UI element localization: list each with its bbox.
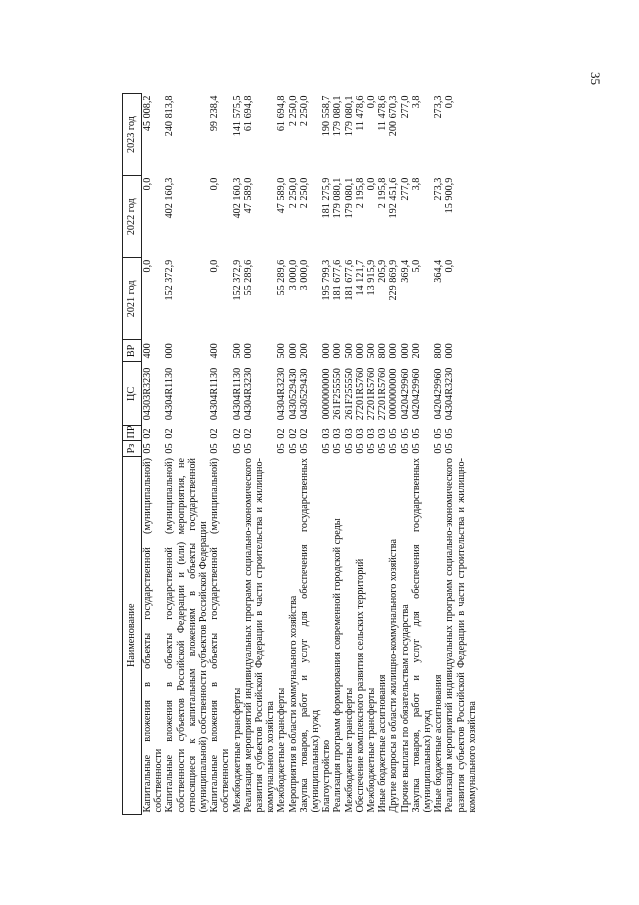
row-name: Благоустройство	[321, 739, 333, 813]
row-cs: 04304R1130	[209, 367, 221, 421]
row-value-2023: 11 478,6	[354, 95, 366, 131]
row-vr: 200	[298, 343, 310, 359]
row-rz: 05	[388, 443, 400, 454]
row-value-2021: 195 799,3	[321, 259, 333, 301]
row-name: Закупка товаров, работ и услуг для обеспечения государственных (муниципальных) нужд	[298, 458, 322, 813]
row-name: Мероприятия в области коммунального хозяйства	[287, 595, 299, 813]
row-value-2021: 3 000,0	[287, 259, 299, 291]
row-value-2023: 61 694,8	[242, 95, 254, 132]
row-pr: 05	[410, 428, 422, 439]
table-header-row	[123, 94, 142, 815]
row-name: Реализация мероприятий индивидуальных программ социально-экономического развития субъектов Российской Федерации в части строительства и жилищно-коммунального хозяйства	[242, 458, 277, 813]
table-row	[243, 94, 277, 815]
row-value-2022: 2 195,8	[377, 177, 389, 209]
row-value-2023: 179 080,1	[332, 95, 344, 137]
row-rz: 05	[164, 443, 176, 454]
row-value-2022: 179 080,1	[343, 177, 355, 219]
table-row	[377, 94, 388, 815]
row-value-2022: 47 589,0	[242, 177, 254, 214]
row-pr: 05	[399, 428, 411, 439]
row-value-2022: 47 589,0	[276, 177, 288, 214]
row-rz: 05	[410, 443, 422, 454]
row-rz: 05	[242, 443, 254, 454]
table-row	[332, 94, 343, 815]
header-cs: ЦС	[123, 362, 142, 426]
row-value-2021: 5,0	[410, 259, 422, 273]
row-cs: 04304R3230	[242, 367, 254, 421]
row-rz: 05	[231, 443, 243, 454]
row-cs: 27201R5760	[354, 367, 366, 421]
row-value-2022: 192 451,6	[388, 177, 400, 219]
row-rz: 05	[287, 443, 299, 454]
header-2022: 2022 год	[123, 176, 142, 258]
row-value-2022: 277,0	[399, 177, 411, 201]
table-row	[232, 94, 243, 815]
row-value-2022: 0,0	[142, 177, 153, 191]
row-value-2021: 229 869,9	[388, 259, 400, 301]
row-value-2022: 2 195,8	[354, 177, 366, 209]
row-name: Прочие выплаты по обязательствам государства	[399, 604, 411, 813]
header-2023: 2023 год	[123, 94, 142, 176]
row-vr: 500	[276, 343, 288, 359]
row-value-2023: 11 478,6	[377, 95, 389, 131]
table-row	[321, 94, 332, 815]
row-value-2023: 3,8	[410, 95, 422, 109]
row-rz: 05	[298, 443, 310, 454]
row-vr: 400	[142, 343, 153, 359]
row-vr: 200	[410, 343, 422, 359]
row-cs: 261F255550	[343, 368, 355, 420]
row-value-2023: 0,0	[366, 95, 378, 109]
row-value-2023: 45 008,2	[142, 95, 153, 132]
header-2021: 2021 год	[123, 258, 142, 340]
row-name: Другие вопросы в области жилищно-коммунального хозяйства	[388, 539, 400, 813]
row-rz: 05	[377, 443, 389, 454]
row-pr: 02	[298, 428, 310, 439]
table-row	[209, 94, 231, 815]
row-value-2022: 2 250,0	[298, 177, 310, 209]
row-name: Межбюджетные трансферты	[276, 687, 288, 813]
row-cs: 04304R3230	[444, 367, 456, 421]
row-name: Межбюджетные трансферты	[366, 687, 378, 813]
row-cs: 04304R1130	[231, 367, 243, 421]
row-name: Обеспечение комплексного развития сельских территорий	[354, 558, 366, 813]
table-row	[366, 94, 377, 815]
row-name: Закупка товаров, работ и услуг для обеспечения государственных (муниципальных) нужд	[410, 458, 434, 813]
row-cs: 0420429960	[399, 368, 411, 420]
row-value-2021: 205,9	[377, 259, 389, 283]
row-pr: 02	[287, 428, 299, 439]
row-name: Иные бюджетные ассигнования	[377, 674, 389, 813]
row-vr: 000	[444, 343, 456, 359]
row-vr: 000	[164, 343, 176, 359]
row-name: Капитальные вложения в объекты государственной (муниципальной) собственности	[209, 458, 232, 813]
row-pr: 02	[231, 428, 243, 439]
row-vr: 000	[287, 343, 299, 359]
row-pr: 02	[164, 428, 176, 439]
row-value-2021: 13 915,9	[366, 259, 378, 296]
row-cs: 0000000000	[321, 368, 333, 420]
table-row	[142, 94, 165, 815]
row-rz: 05	[343, 443, 355, 454]
row-name: Капитальные вложения в объекты государственной (муниципальной) собственности	[142, 458, 165, 813]
row-vr: 000	[321, 343, 333, 359]
row-vr: 400	[209, 343, 221, 359]
row-value-2023: 61 694,8	[276, 95, 288, 132]
row-value-2022: 0,0	[366, 177, 378, 191]
row-pr: 03	[332, 428, 344, 439]
row-pr: 05	[444, 428, 456, 439]
row-cs: 27201R5760	[377, 367, 389, 421]
page-number: 35	[588, 72, 603, 85]
row-value-2021: 55 289,6	[242, 259, 254, 296]
row-cs: 0430529430	[287, 368, 299, 420]
row-name: Капитальные вложения в объекты государственной (муниципальной) собственности субъектов Российской Федерации и (или) мероприятия, не относящиеся к капитальным вложениям в объекты государственной (муниципальной) собственности субъектов Российской Федерации	[164, 458, 210, 813]
row-vr: 000	[242, 343, 254, 359]
row-rz: 05	[444, 443, 456, 454]
row-cs: 0420429960	[410, 368, 422, 420]
row-name: Межбюджетные трансферты	[231, 687, 243, 813]
header-name: Наименование	[123, 456, 142, 814]
row-value-2023: 2 250,0	[298, 95, 310, 127]
row-rz: 05	[276, 443, 288, 454]
row-vr: 800	[433, 343, 445, 359]
row-value-2022: 2 250,0	[287, 177, 299, 209]
row-value-2023: 277,0	[399, 95, 411, 119]
row-value-2023: 179 080,1	[343, 95, 355, 137]
row-value-2021: 181 677,6	[343, 259, 355, 301]
row-rz: 05	[399, 443, 411, 454]
row-name: Межбюджетные трансферты	[343, 687, 355, 813]
row-rz: 05	[366, 443, 378, 454]
row-pr: 05	[433, 428, 445, 439]
row-pr: 02	[242, 428, 254, 439]
header-vr: ВР	[123, 340, 142, 362]
row-value-2022: 181 275,9	[321, 177, 333, 219]
table-row	[411, 94, 433, 815]
row-value-2021: 55 289,6	[276, 259, 288, 296]
row-pr: 02	[276, 428, 288, 439]
row-value-2022: 179 080,1	[332, 177, 344, 219]
row-value-2021: 152 372,9	[231, 259, 243, 301]
table-row	[444, 94, 478, 815]
row-value-2023: 273,3	[433, 95, 445, 119]
row-cs: 0430529430	[298, 368, 310, 420]
table-row	[400, 94, 411, 815]
row-pr: 03	[321, 428, 333, 439]
table-row	[344, 94, 355, 815]
row-value-2022: 0,0	[209, 177, 221, 191]
row-rz: 05	[354, 443, 366, 454]
row-value-2023: 200 670,3	[388, 95, 400, 137]
row-value-2023: 99 238,4	[209, 95, 221, 132]
row-vr: 500	[366, 343, 378, 359]
row-cs: 0000000000	[388, 368, 400, 420]
row-rz: 05	[433, 443, 445, 454]
row-value-2021: 0,0	[444, 259, 456, 273]
row-pr: 03	[377, 428, 389, 439]
rotated-table-container	[122, 93, 554, 815]
row-value-2021: 0,0	[142, 259, 153, 273]
row-pr: 03	[343, 428, 355, 439]
table-row	[276, 94, 287, 815]
row-name: Реализация мероприятий индивидуальных программ социально-экономического развития субъектов Российской Федерации в части строительства и жилищно-коммунального хозяйства	[444, 458, 478, 813]
row-vr: 500	[343, 343, 355, 359]
row-value-2021: 152 372,9	[164, 259, 176, 301]
row-value-2023: 2 250,0	[287, 95, 299, 127]
row-value-2022: 15 900,9	[444, 177, 456, 214]
header-rz: Рз	[123, 441, 142, 456]
row-pr: 05	[388, 428, 400, 439]
table-row	[355, 94, 366, 815]
row-value-2023: 240 813,8	[164, 95, 176, 137]
row-rz: 05	[332, 443, 344, 454]
table-row	[299, 94, 321, 815]
row-cs: 04304R3230	[276, 367, 288, 421]
row-value-2021: 181 677,6	[332, 259, 344, 301]
row-rz: 05	[142, 443, 153, 454]
row-name: Иные бюджетные ассигнования	[433, 674, 445, 813]
row-value-2023: 141 575,5	[231, 95, 243, 137]
row-value-2022: 402 160,3	[164, 177, 176, 219]
row-pr: 03	[366, 428, 378, 439]
row-pr: 02	[209, 428, 221, 439]
row-cs: 04303R3230	[142, 367, 153, 421]
row-vr: 500	[231, 343, 243, 359]
row-vr: 000	[354, 343, 366, 359]
row-vr: 800	[377, 343, 389, 359]
row-vr: 000	[399, 343, 411, 359]
row-rz: 05	[209, 443, 221, 454]
row-name: Реализация программ формирования современной городской среды	[332, 518, 344, 813]
row-value-2023: 0,0	[444, 95, 456, 109]
row-cs: 27201R5760	[366, 367, 378, 421]
row-pr: 03	[354, 428, 366, 439]
row-pr: 02	[142, 428, 153, 439]
row-value-2021: 364,4	[433, 259, 445, 283]
row-value-2022: 402 160,3	[231, 177, 243, 219]
row-rz: 05	[321, 443, 333, 454]
table-row	[288, 94, 299, 815]
table-row	[164, 94, 209, 815]
row-value-2021: 14 121,7	[354, 259, 366, 296]
row-value-2021: 3 000,0	[298, 259, 310, 291]
table-row	[433, 94, 444, 815]
row-value-2021: 369,4	[399, 259, 411, 283]
row-cs: 0420429960	[433, 368, 445, 420]
row-vr: 000	[388, 343, 400, 359]
row-value-2022: 273,3	[433, 177, 445, 201]
row-value-2023: 190 558,7	[321, 95, 333, 137]
row-cs: 261F255550	[332, 368, 344, 420]
row-vr: 000	[332, 343, 344, 359]
header-pr: ПР	[123, 426, 142, 441]
row-value-2021: 0,0	[209, 259, 221, 273]
row-value-2022: 3,8	[410, 177, 422, 191]
budget-table	[122, 93, 478, 815]
row-cs: 04304R1130	[164, 367, 176, 421]
table-row	[388, 94, 399, 815]
